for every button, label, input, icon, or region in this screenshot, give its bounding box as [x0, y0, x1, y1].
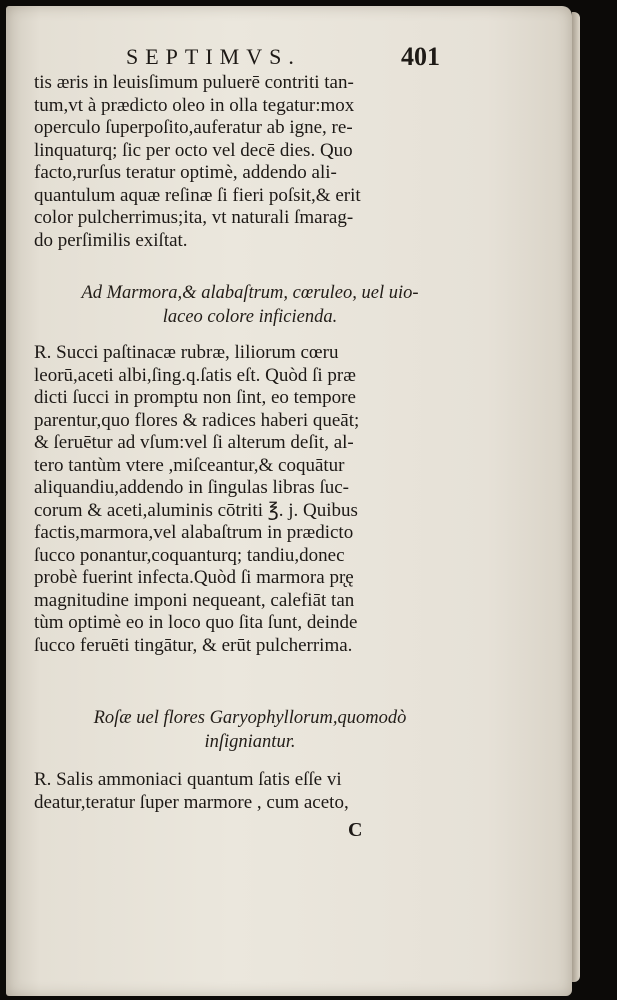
book-page — [6, 6, 572, 996]
text-line: ſucco feruēti tingātur, & erūt pulcherrima. — [34, 634, 353, 656]
text-line: corum & aceti,aluminis cōtriti ℥. j. Quibus — [34, 499, 358, 521]
heading-line: inſigniantur. — [204, 732, 296, 752]
text-line: tùm optimè eo in loco quo ſita ſunt, deinde — [34, 612, 358, 633]
heading-line: Ad Marmora,& alabaſtrum, cœruleo, uel uio- — [81, 283, 419, 303]
text-line: & ſeruētur ad vſum:vel ſi alterum deſit, al- — [34, 432, 354, 453]
page-edge — [572, 12, 580, 982]
page-header — [126, 44, 466, 74]
heading-line: Roſæ uel flores Garyophyllorum,quomodò — [93, 708, 407, 728]
text-line: facto,rurſus teratur optimè, addendo ali- — [34, 162, 337, 183]
text-line: operculo ſuperpoſito,auferatur ab igne, re- — [34, 117, 353, 138]
running-head: SEPTIMVS. — [126, 44, 301, 69]
section-heading-roses — [34, 706, 466, 754]
text-line: aliquandiu,addendo in ſingulas libras ſuc- — [34, 477, 350, 498]
text-line: factis,marmora,vel alabaſtrum in prædicto — [34, 522, 354, 543]
text-line: tis æris in leuisſimum puluerē contriti tan- — [34, 72, 354, 93]
recipe-marble — [34, 342, 464, 657]
text-line: linquaturq; ſic per octo vel decē dies. Quo — [34, 139, 353, 161]
recipe-roses — [34, 769, 464, 814]
text-line: leorū,aceti albi,ſing.q.ſatis eſt. Quòd ſi præ — [34, 364, 356, 386]
text-line: probè fuerint infecta.Quòd ſi marmora pr̨ę — [34, 567, 354, 588]
text-line: deatur,teratur ſuper marmore , cum aceto, — [34, 791, 349, 813]
text-line: parentur,quo flores & radices haberi queāt; — [34, 409, 360, 431]
section-heading-marble — [34, 281, 466, 329]
page-number: 401 — [401, 42, 440, 71]
opening-paragraph — [34, 72, 464, 252]
heading-line: laceo colore inficienda. — [162, 307, 338, 327]
text-line: quantulum aquæ reſinæ ſi fieri poſsit,& erit — [34, 184, 361, 206]
text-line: ſucco ponantur,coquanturq; tandiu,donec — [34, 544, 345, 566]
signature-mark: C — [348, 819, 363, 841]
text-line: magnitudine imponi nequeant, calefiāt tan — [34, 589, 355, 611]
text-line: tero tantùm vtere ,miſceantur,& coquātur — [34, 454, 345, 476]
text-line: color pulcherrimus;ita, vt naturali ſmarag- — [34, 207, 354, 228]
text-line: R. Succi paſtinacæ rubræ, liliorum cœru — [34, 342, 339, 363]
text-line: do perſimilis exiſtat. — [34, 229, 188, 251]
text-line: R. Salis ammoniaci quantum ſatis eſſe vi — [34, 769, 342, 790]
text-line: tum,vt à prædicto oleo in olla tegatur:mox — [34, 94, 355, 116]
text-line: dicti ſucci in promptu non ſint, eo tempore — [34, 387, 356, 408]
